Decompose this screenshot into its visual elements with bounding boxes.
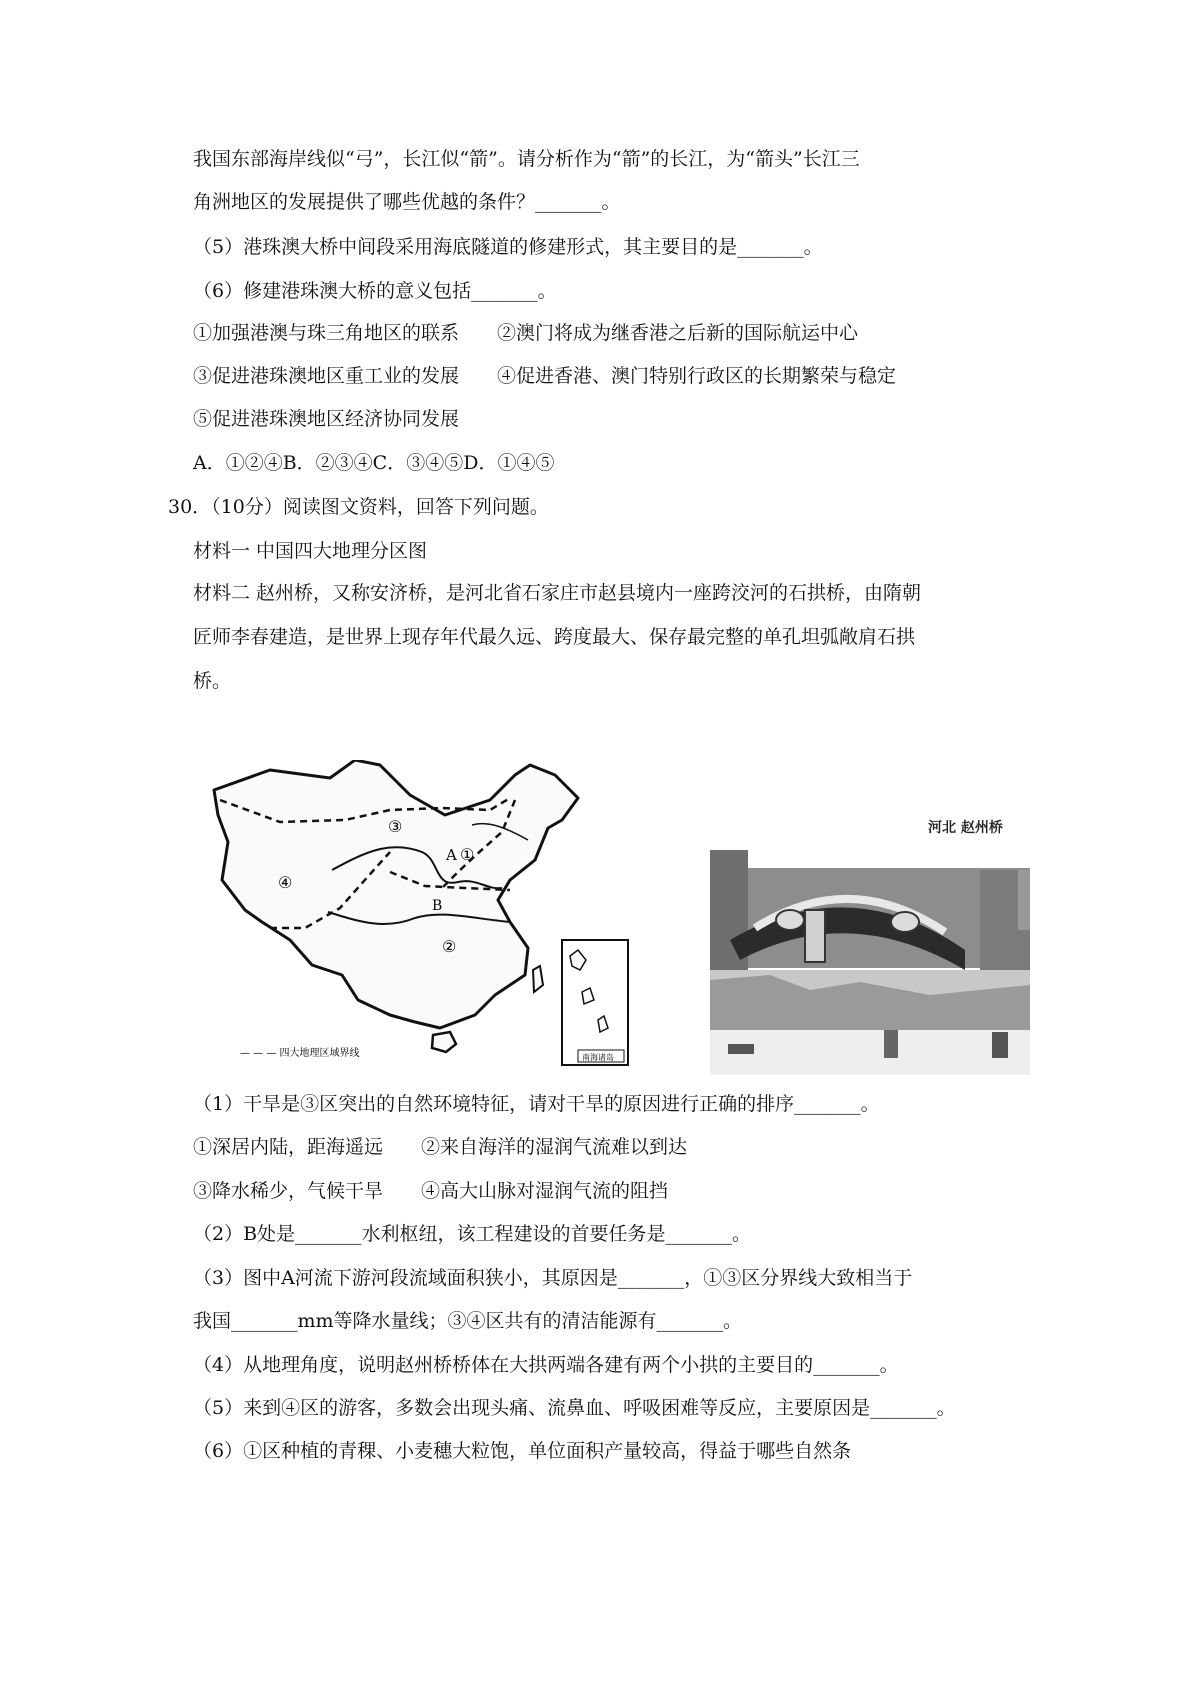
q30-sub-question-3-line-2: 我国_______mm等降水量线；③④区共有的清洁能源有_______。 bbox=[193, 1310, 743, 1332]
taiwan-island bbox=[533, 966, 543, 992]
q30-sub-question-1-options-a: ①深居内陆，距海遥远 ②来自海洋的湿润气流难以到达 bbox=[193, 1136, 688, 1158]
q30-sub-question-2: （2）B处是_______水利枢纽，该工程建设的首要任务是_______。 bbox=[193, 1223, 752, 1245]
map-label-region-4: ④ bbox=[278, 873, 293, 892]
hainan-island bbox=[432, 1032, 456, 1052]
q30-sub-question-1: （1）干旱是③区突出的自然环境特征，请对干旱的原因进行正确的排序_______。 bbox=[193, 1093, 880, 1115]
china-outline bbox=[214, 760, 578, 1028]
south-china-sea-inset bbox=[562, 940, 628, 1065]
map-label-region-1: ① bbox=[460, 845, 475, 864]
q30-sub-question-3-line-1: （3）图中A河流下游河段流域面积狭小，其原因是_______，①③区分界线大致相当于 bbox=[193, 1267, 913, 1289]
q29-option-row-3: ⑤促进港珠澳地区经济协同发展 bbox=[193, 408, 460, 430]
q30-sub-question-4: （4）从地理角度，说明赵州桥桥体在大拱两端各建有两个小拱的主要目的_______。 bbox=[193, 1354, 899, 1376]
map-legend: — — — 四大地理区域界线 bbox=[240, 1048, 360, 1059]
q29-sub-question-6: （6）修建港珠澳大桥的意义包括_______。 bbox=[193, 280, 557, 302]
q30-material-1: 材料一 中国四大地理分区图 bbox=[193, 540, 428, 562]
q30-material-2-line-3: 桥。 bbox=[193, 670, 232, 692]
q30-material-2-line-1: 材料二 赵州桥，又称安济桥，是河北省石家庄市赵县境内一座跨洨河的石拱桥，由隋朝 bbox=[193, 582, 922, 604]
q30-sub-question-6: （6）①区种植的青稞、小麦穗大粒饱，单位面积产量较高，得益于哪些自然条 bbox=[193, 1440, 852, 1462]
q29-answer-choices: A．①②④B．②③④C．③④⑤D．①④⑤ bbox=[193, 452, 555, 474]
q29-continuation-line-1: 我国东部海岸线似“弓”，长江似“箭”。请分析作为“箭”的长江，为“箭头”长江三 bbox=[193, 148, 860, 170]
q29-option-row-1: ①加强港澳与珠三角地区的联系 ②澳门将成为继香港之后新的国际航运中心 bbox=[193, 322, 859, 344]
zhaozhou-bridge-photo bbox=[700, 810, 1040, 1075]
q30-sub-question-5: （5）来到④区的游客，多数会出现头痛、流鼻血、呼吸困难等反应，主要原因是_______。 bbox=[193, 1397, 956, 1419]
q30-material-2-line-2: 匠师李春建造，是世界上现存年代最久远、跨度最大、保存最完整的单孔坦弧敞肩石拱 bbox=[193, 626, 916, 648]
map-label-point-b: B bbox=[432, 898, 443, 914]
photo-caption: 河北 赵州桥 bbox=[928, 820, 1003, 836]
q30-heading: 30．（10分）阅读图文资料，回答下列问题。 bbox=[168, 496, 549, 518]
map-label-region-2: ② bbox=[442, 937, 457, 956]
q30-sub-question-1-options-b: ③降水稀少，气候干旱 ④高大山脉对湿润气流的阻挡 bbox=[193, 1180, 669, 1202]
q29-option-row-2: ③促进港珠澳地区重工业的发展 ④促进香港、澳门特别行政区的长期繁荣与稳定 bbox=[193, 365, 897, 387]
q29-continuation-line-2: 角洲地区的发展提供了哪些优越的条件？_______。 bbox=[193, 191, 621, 213]
map-label-point-a: A bbox=[446, 846, 457, 864]
inset-label: 南海诸岛 bbox=[582, 1053, 614, 1062]
q29-sub-question-5: （5）港珠澳大桥中间段采用海底隧道的修建形式，其主要目的是_______。 bbox=[193, 236, 823, 258]
map-label-region-3: ③ bbox=[388, 817, 403, 836]
